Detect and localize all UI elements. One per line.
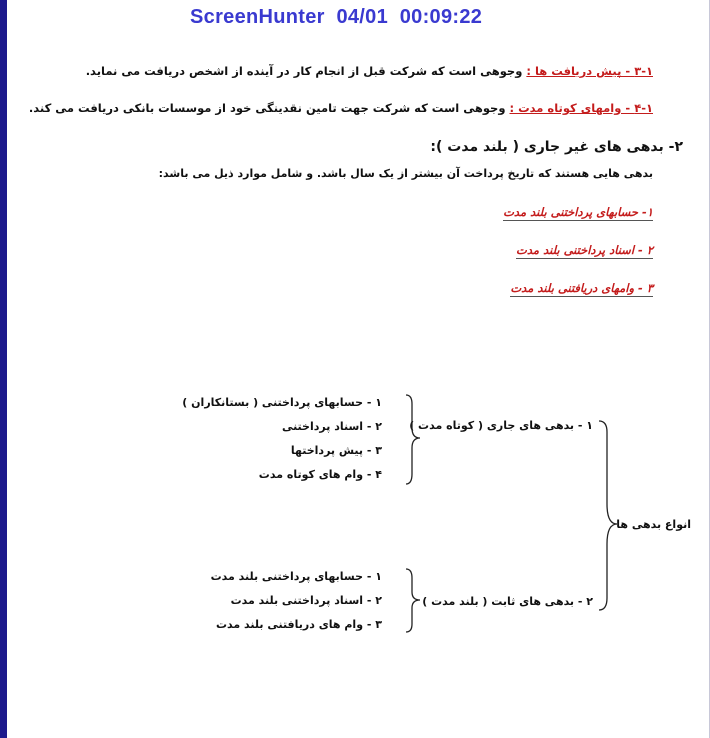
diagram-current-item: ۲ - اسناد پرداختنی [281, 420, 382, 433]
diagram-fixed-item: ۳ - وام های دریافتنی بلند مدت [215, 618, 382, 631]
item-4-label: ۴-۱ - وامهای کوتاه مدت : [509, 101, 653, 115]
item-4-text: وجوهی است که شرکت جهت تامین نقدینگی خود از موسسات بانکی دریافت می کند. [28, 101, 510, 115]
diagram-fixed-item: ۲ - اسناد پرداختنی بلند مدت [230, 594, 382, 607]
item-3-text: وجوهی است که شرکت قبل از انجام کار در آینده از اشخص دریافت می نماید. [85, 64, 527, 78]
diagram-branch-fixed: ۲ - بدهی های ثابت ( بلند مدت ) [422, 595, 593, 608]
main-brace [597, 418, 619, 614]
item-3-label: ۳-۱ - پیش دریافت ها : [526, 64, 653, 78]
diagram-current-item: ۳ - پیش پرداختها [290, 444, 382, 457]
section-description: بدهی هایی هستند که تاریخ پرداخت آن بیشتر از یک سال باشد. و شامل موارد ذیل می باشد: [158, 167, 653, 180]
item-4-line [29, 101, 653, 115]
item-3-line [86, 64, 653, 78]
list-item: ۲ - اسناد پرداختنی بلند مدت [516, 243, 653, 257]
diagram-branch-current: ۱ - بدهی های جاری ( کوتاه مدت ) [409, 419, 593, 432]
diagram-current-item: ۴ - وام های کوتاه مدت [258, 468, 382, 481]
diagram-fixed-item: ۱ - حسابهای پرداختنی بلند مدت [210, 570, 382, 583]
window-left-border [0, 0, 7, 738]
fixed-items-brace [404, 566, 422, 636]
list-item: ۱- حسابهای پرداختنی بلند مدت [503, 205, 653, 219]
diagram-root: انواع بدهی ها [616, 518, 691, 531]
diagram-current-item: ۱ - حسابهای پرداختنی ( بستانکاران ) [182, 396, 382, 409]
current-items-brace [404, 392, 422, 488]
screenhunter-watermark: ScreenHunter 04/01 00:09:22 [190, 6, 483, 28]
section-heading: ۲- بدهی های غیر جاری ( بلند مدت ): [430, 139, 683, 155]
list-item: ۳ - وامهای دریافتنی بلند مدت [510, 281, 653, 295]
